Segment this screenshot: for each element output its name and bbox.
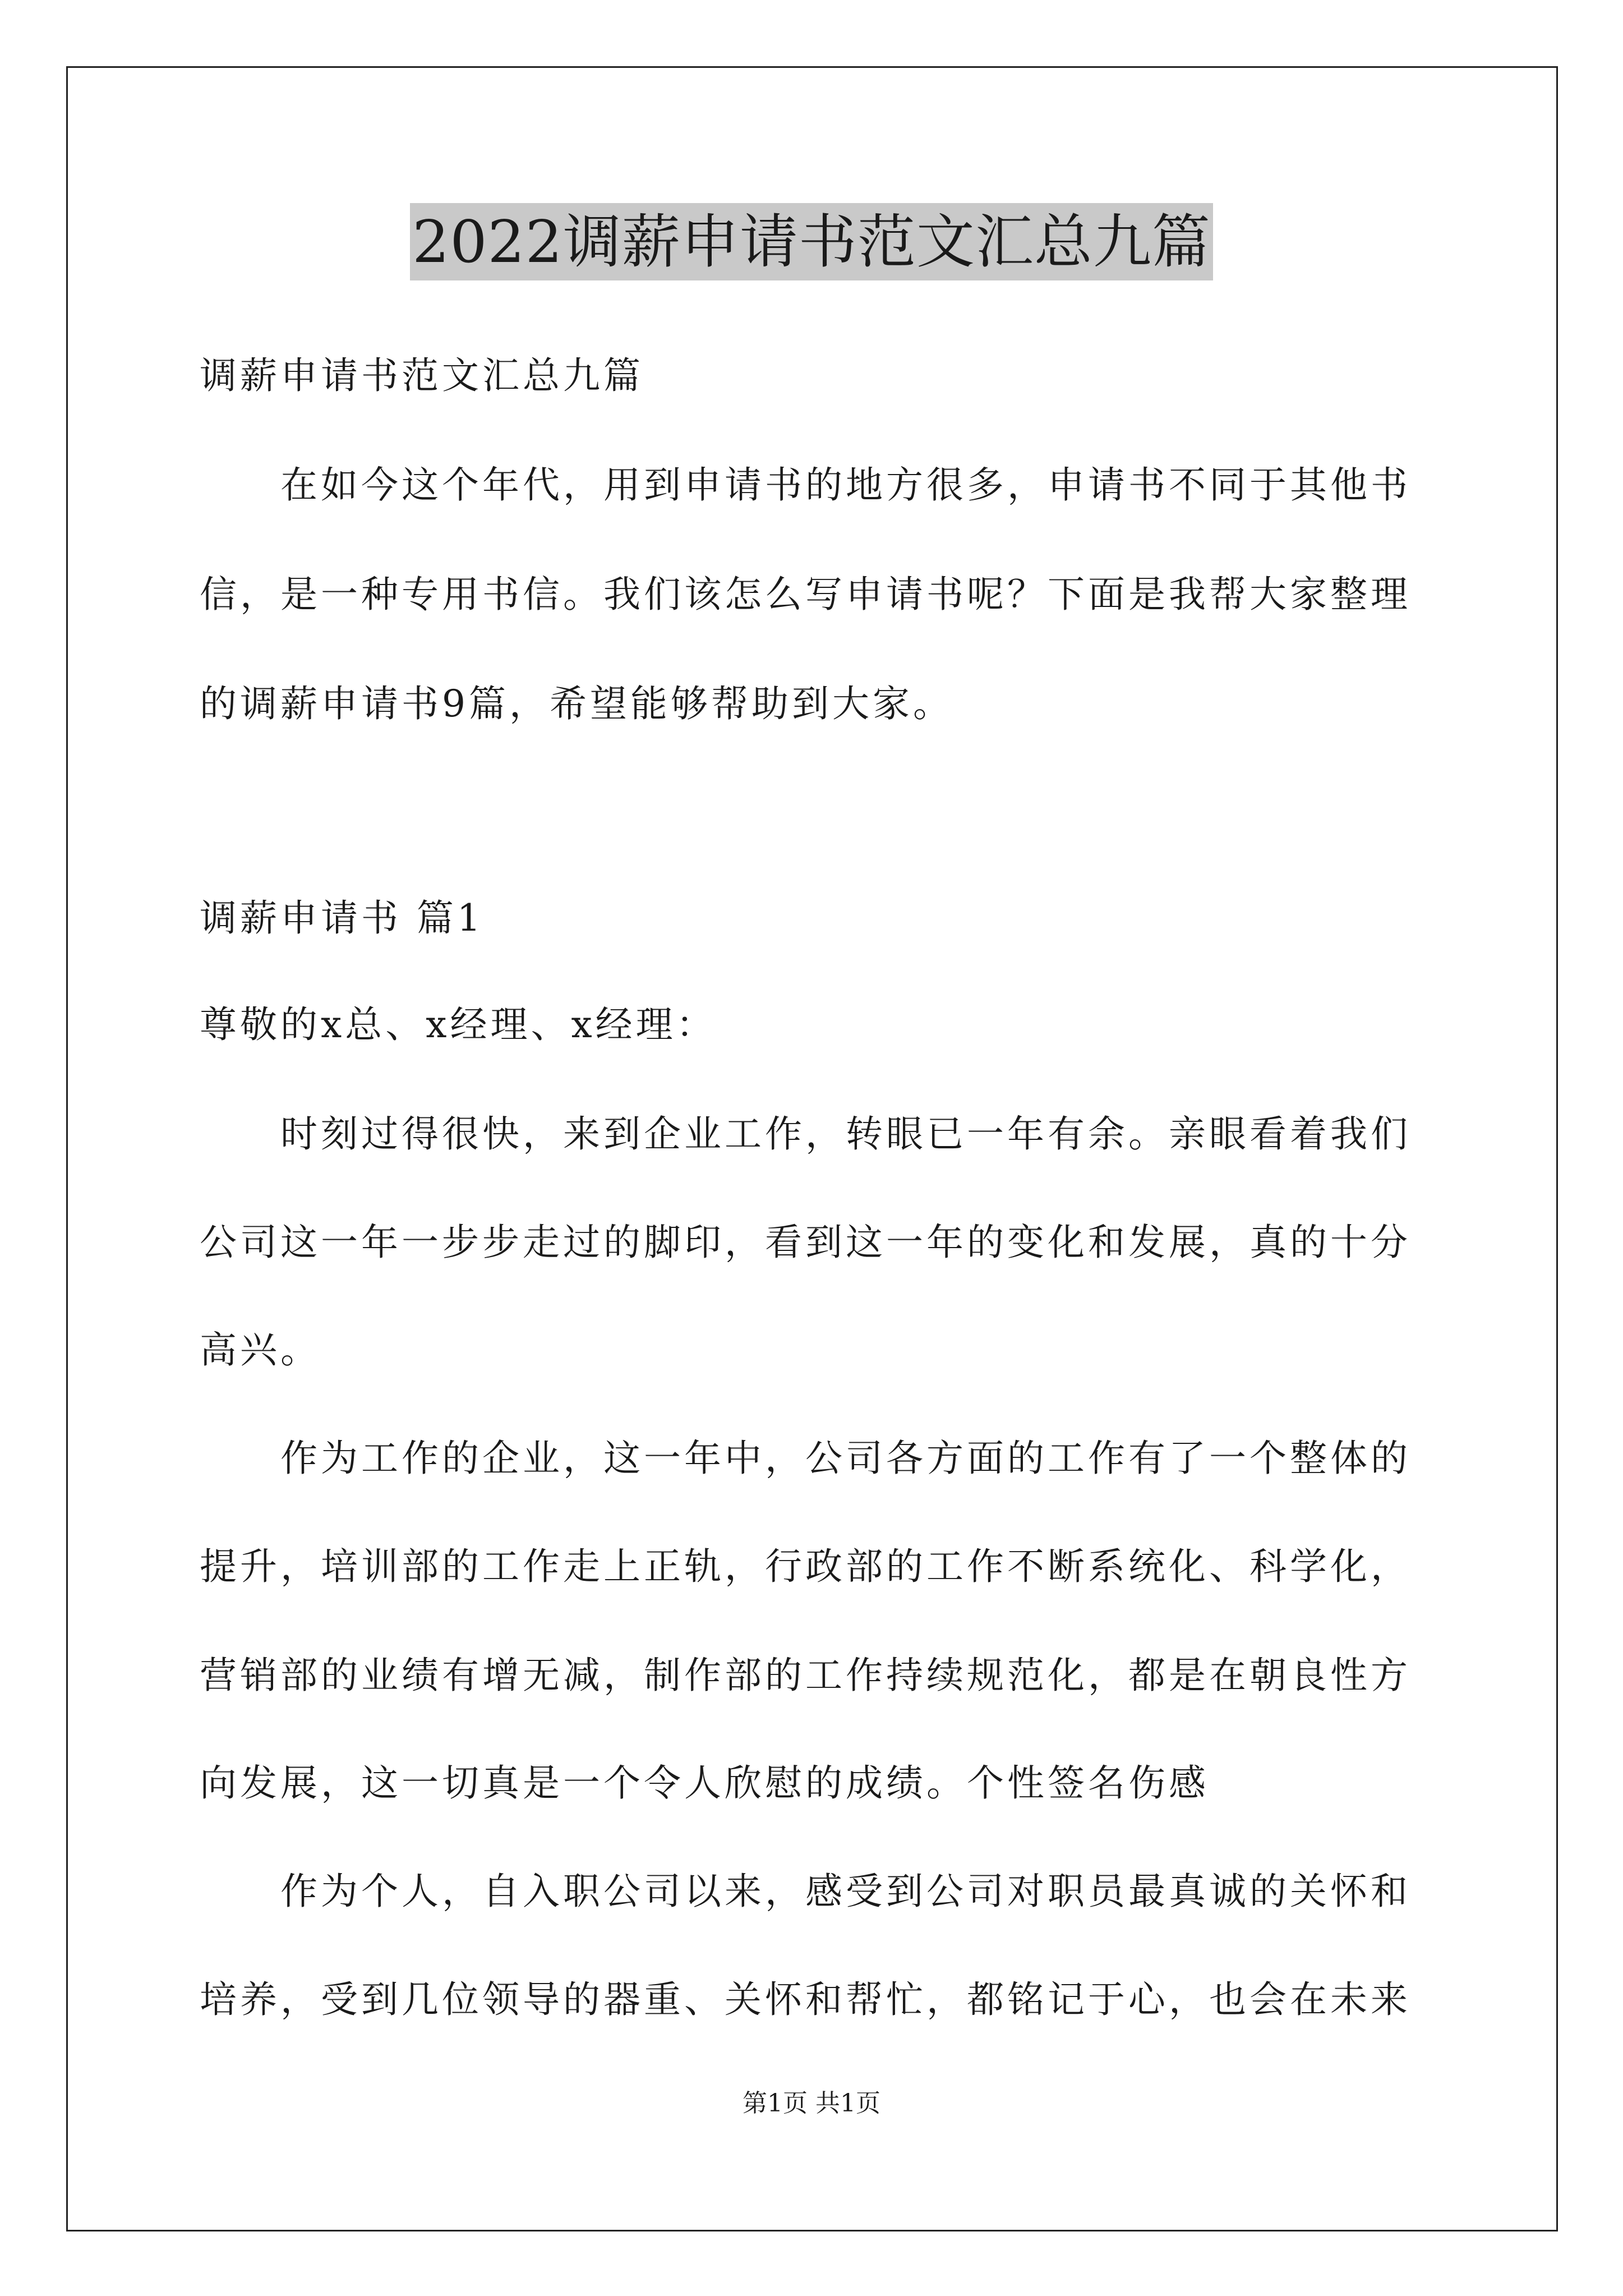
paragraph-line: 培养，受到几位领导的器重、关怀和帮忙，都铭记于心，也会在未来 [200,1978,1411,2021]
paragraph-line: 营销部的业绩有增无减，制作部的工作持续规范化，都是在朝良性方 [200,1654,1411,1697]
salutation-line: 尊敬的x总、x经理、x经理： [200,1003,717,1046]
document-title: 2022调薪申请书范文汇总九篇 [410,203,1213,280]
paragraph-line: 的调薪申请书9篇，希望能够帮助到大家。 [200,682,953,725]
paragraph-line: 在如今这个年代，用到申请书的地方很多，申请书不同于其他书 [280,463,1411,507]
paragraph-line: 时刻过得很快，来到企业工作，转眼已一年有余。亲眼看着我们 [280,1112,1411,1156]
paragraph-line: 高兴。 [200,1328,321,1372]
page-footer: 第1页 共1页 [743,2089,880,2118]
paragraph-line: 作为个人，自入职公司以来，感受到公司对职员最真诚的关怀和 [280,1870,1411,1913]
title-wrap [0,203,1623,280]
section-heading: 调薪申请书 篇1 [200,896,484,940]
paragraph-line: 提升，培训部的工作走上正轨，行政部的工作不断系统化、科学化， [200,1545,1411,1588]
paragraph-line: 公司这一年一步步走过的脚印，看到这一年的变化和发展，真的十分 [200,1221,1411,1264]
paragraph-line: 向发展，这一切真是一个令人欣慰的成绩。个性签名伤感 [200,1761,1209,1805]
subtitle-line: 调薪申请书范文汇总九篇 [200,354,644,397]
paragraph-line: 信，是一种专用书信。我们该怎么写申请书呢？下面是我帮大家整理 [200,573,1411,616]
paragraph-line: 作为工作的企业，这一年中，公司各方面的工作有了一个整体的 [280,1437,1411,1480]
